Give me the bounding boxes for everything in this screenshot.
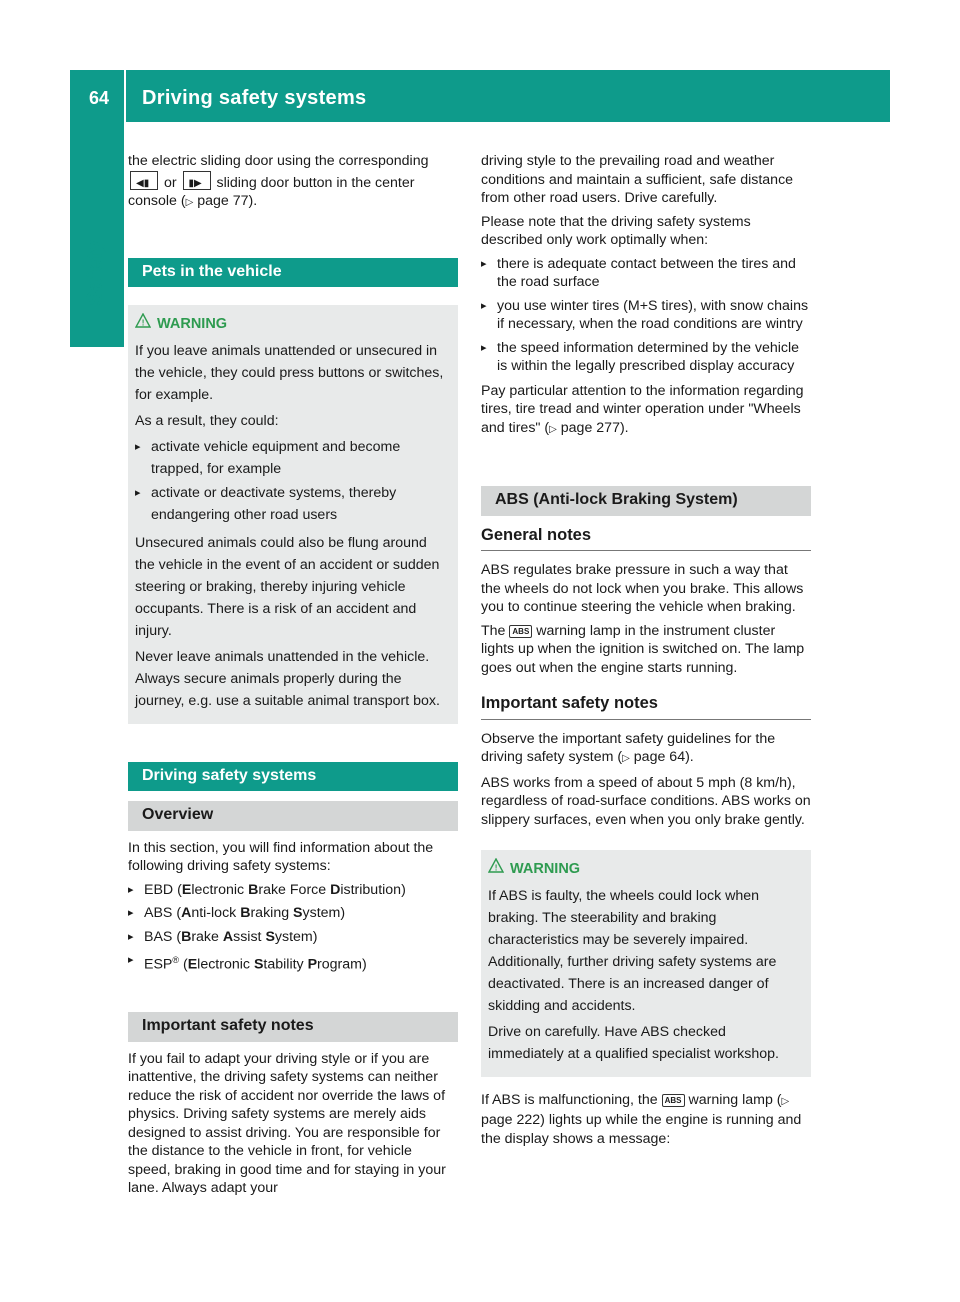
intro-or: or: [163, 174, 177, 191]
page-title: Driving safety systems: [142, 87, 367, 109]
list-item: ▸ activate or deactivate systems, thereby endangering other road users: [135, 482, 450, 526]
list-item-abs: ▸ ABS (Anti-lock Braking System): [128, 904, 458, 923]
warning-label: WARNING: [510, 861, 581, 877]
section-heading-driving-safety: Driving safety systems: [128, 762, 458, 792]
list-item: ▸ the speed information determined by the vehicle is within the legally prescribed display accuracy: [481, 339, 811, 376]
paragraph: ABS regulates brake pressure in such a way that the wheels do not lock when you brake. This allows you to continue steering the vehicle when braking.: [481, 562, 804, 615]
page-ref-arrow-icon: ▷: [622, 753, 630, 764]
section-heading-overview: Overview: [128, 801, 458, 831]
page-ref-arrow-icon: ▷: [185, 197, 194, 208]
paragraph: The ABS warning lamp in the instrument cluster lights up when the ignition is switched on. The lamp goes out when the engine starts running.: [481, 622, 805, 676]
section-heading-important: Important safety notes: [128, 1012, 458, 1042]
svg-text:!: !: [494, 863, 498, 873]
side-tab-label: Safety: [82, 239, 107, 306]
abs-lamp-icon: ABS: [662, 1094, 685, 1107]
page-ref: page 277).: [560, 419, 629, 436]
systems-list: [128, 881, 458, 975]
overview-text: In this section, you will find information about the following driving safety systems:: [128, 839, 434, 874]
header-divider: [124, 70, 126, 122]
paragraph: Pay particular attention to the information regarding tires, tire tread and winter operation under "Wheels and tires" (▷ page 277).: [481, 382, 804, 436]
warning-text: If you leave animals unattended or unsecured in the vehicle, they could press buttons or switches, for example.: [135, 342, 444, 403]
warning-triangle-icon: [488, 858, 504, 879]
list-item: ▸ you use winter tires (M+S tires), with snow chains if necessary, when the road conditions are wintry: [481, 297, 811, 334]
side-tab: [70, 122, 124, 347]
warning-text: Drive on carefully. Have ABS checked immediately at a qualified specialist workshop.: [488, 1023, 779, 1062]
warning-box-pets: [128, 305, 458, 724]
page-ref-arrow-icon: ▷: [781, 1095, 790, 1107]
paragraph: ABS works from a speed of about 5 mph (8 km/h), regardless of road-surface conditions. ABS works on slippery surfaces, even when you only brake gently.: [481, 774, 811, 828]
warning-bullets: [135, 436, 450, 526]
warning-label: WARNING: [157, 316, 228, 332]
warning-header: [135, 313, 450, 334]
intro-text-b: sliding door button in the center console (: [128, 174, 415, 209]
list-item-ebd: ▸ EBD (Electronic Brake Force Distribution): [128, 881, 458, 900]
list-item: ▸ activate vehicle equipment and become trapped, for example: [135, 436, 450, 480]
left-column: [128, 152, 458, 1203]
page-ref: page 77).: [197, 193, 258, 209]
svg-text:!: !: [141, 318, 145, 328]
list-item: ▸ there is adequate contact between the tires and the road surface: [481, 255, 811, 292]
paragraph: driving style to the prevailing road and weather conditions and maintain a sufficient, safe distance from other road users. Drive carefully.: [481, 153, 794, 206]
list-item-bas: ▸ BAS (Brake Assist System): [128, 928, 458, 947]
section-heading-pets: Pets in the vehicle: [128, 258, 458, 288]
subheading-important-safety: Important safety notes: [481, 694, 811, 720]
important-text: If you fail to adapt your driving style or if you are inattentive, the driving safety systems can neither reduce the risk of accident nor override the laws of physics. Driving safety systems are merely aids designed to assist driving. You are responsible for the distance to the vehicle in front, for vehicle speed, braking in good time and for staying in your lane. Always adapt your: [128, 1050, 446, 1197]
abs-lamp-icon: ABS: [509, 625, 532, 638]
paragraph: Observe the important safety guidelines for the driving safety system (▷ page 64).: [481, 730, 776, 765]
warning-triangle-icon: [135, 313, 151, 334]
warning-text: Never leave animals unattended in the vehicle. Always secure animals properly during the journey, e.g. use a suitable animal transport box.: [135, 648, 440, 709]
warning-text: As a result, they could:: [135, 412, 279, 429]
page-ref: page 64).: [633, 749, 694, 765]
page-number: 64: [88, 88, 110, 108]
warning-box-abs: [481, 850, 811, 1077]
right-column: [481, 152, 811, 1153]
warning-text: Unsecured animals could also be flung around the vehicle in the event of an accident or sudden steering or braking, thereby injuring vehicle occupants. There is a risk of an accident and injury.: [135, 534, 440, 639]
intro-text: the electric sliding door using the corresponding: [128, 153, 429, 169]
door-open-key-icon: ▮▶: [183, 171, 211, 190]
paragraph: If ABS is malfunctioning, the ABS warning lamp (▷ page 222) lights up while the engine is running and the display shows a message:: [481, 1091, 802, 1147]
warning-header: [488, 858, 803, 879]
page-ref: page 222) lights up while the engine is running and the display shows a message:: [481, 1112, 802, 1147]
list-item-esp: ▸ ESP® (Electronic Stability Program): [128, 951, 458, 974]
page-ref-arrow-icon: ▷: [549, 423, 557, 435]
subheading-general-notes: General notes: [481, 526, 811, 552]
conditions-list: [481, 255, 811, 376]
paragraph: Please note that the driving safety systems described only work optimally when:: [481, 213, 751, 248]
door-close-key-icon: ◀▮: [130, 171, 158, 190]
intro-paragraph: [128, 152, 458, 213]
warning-text: If ABS is faulty, the wheels could lock when braking. The steerability and braking characteristics may be severely impaired. Additionally, further driving safety systems are deactivated. There is an increased danger of skidding and accidents.: [488, 887, 777, 1014]
section-heading-abs: ABS (Anti-lock Braking System): [481, 486, 811, 516]
